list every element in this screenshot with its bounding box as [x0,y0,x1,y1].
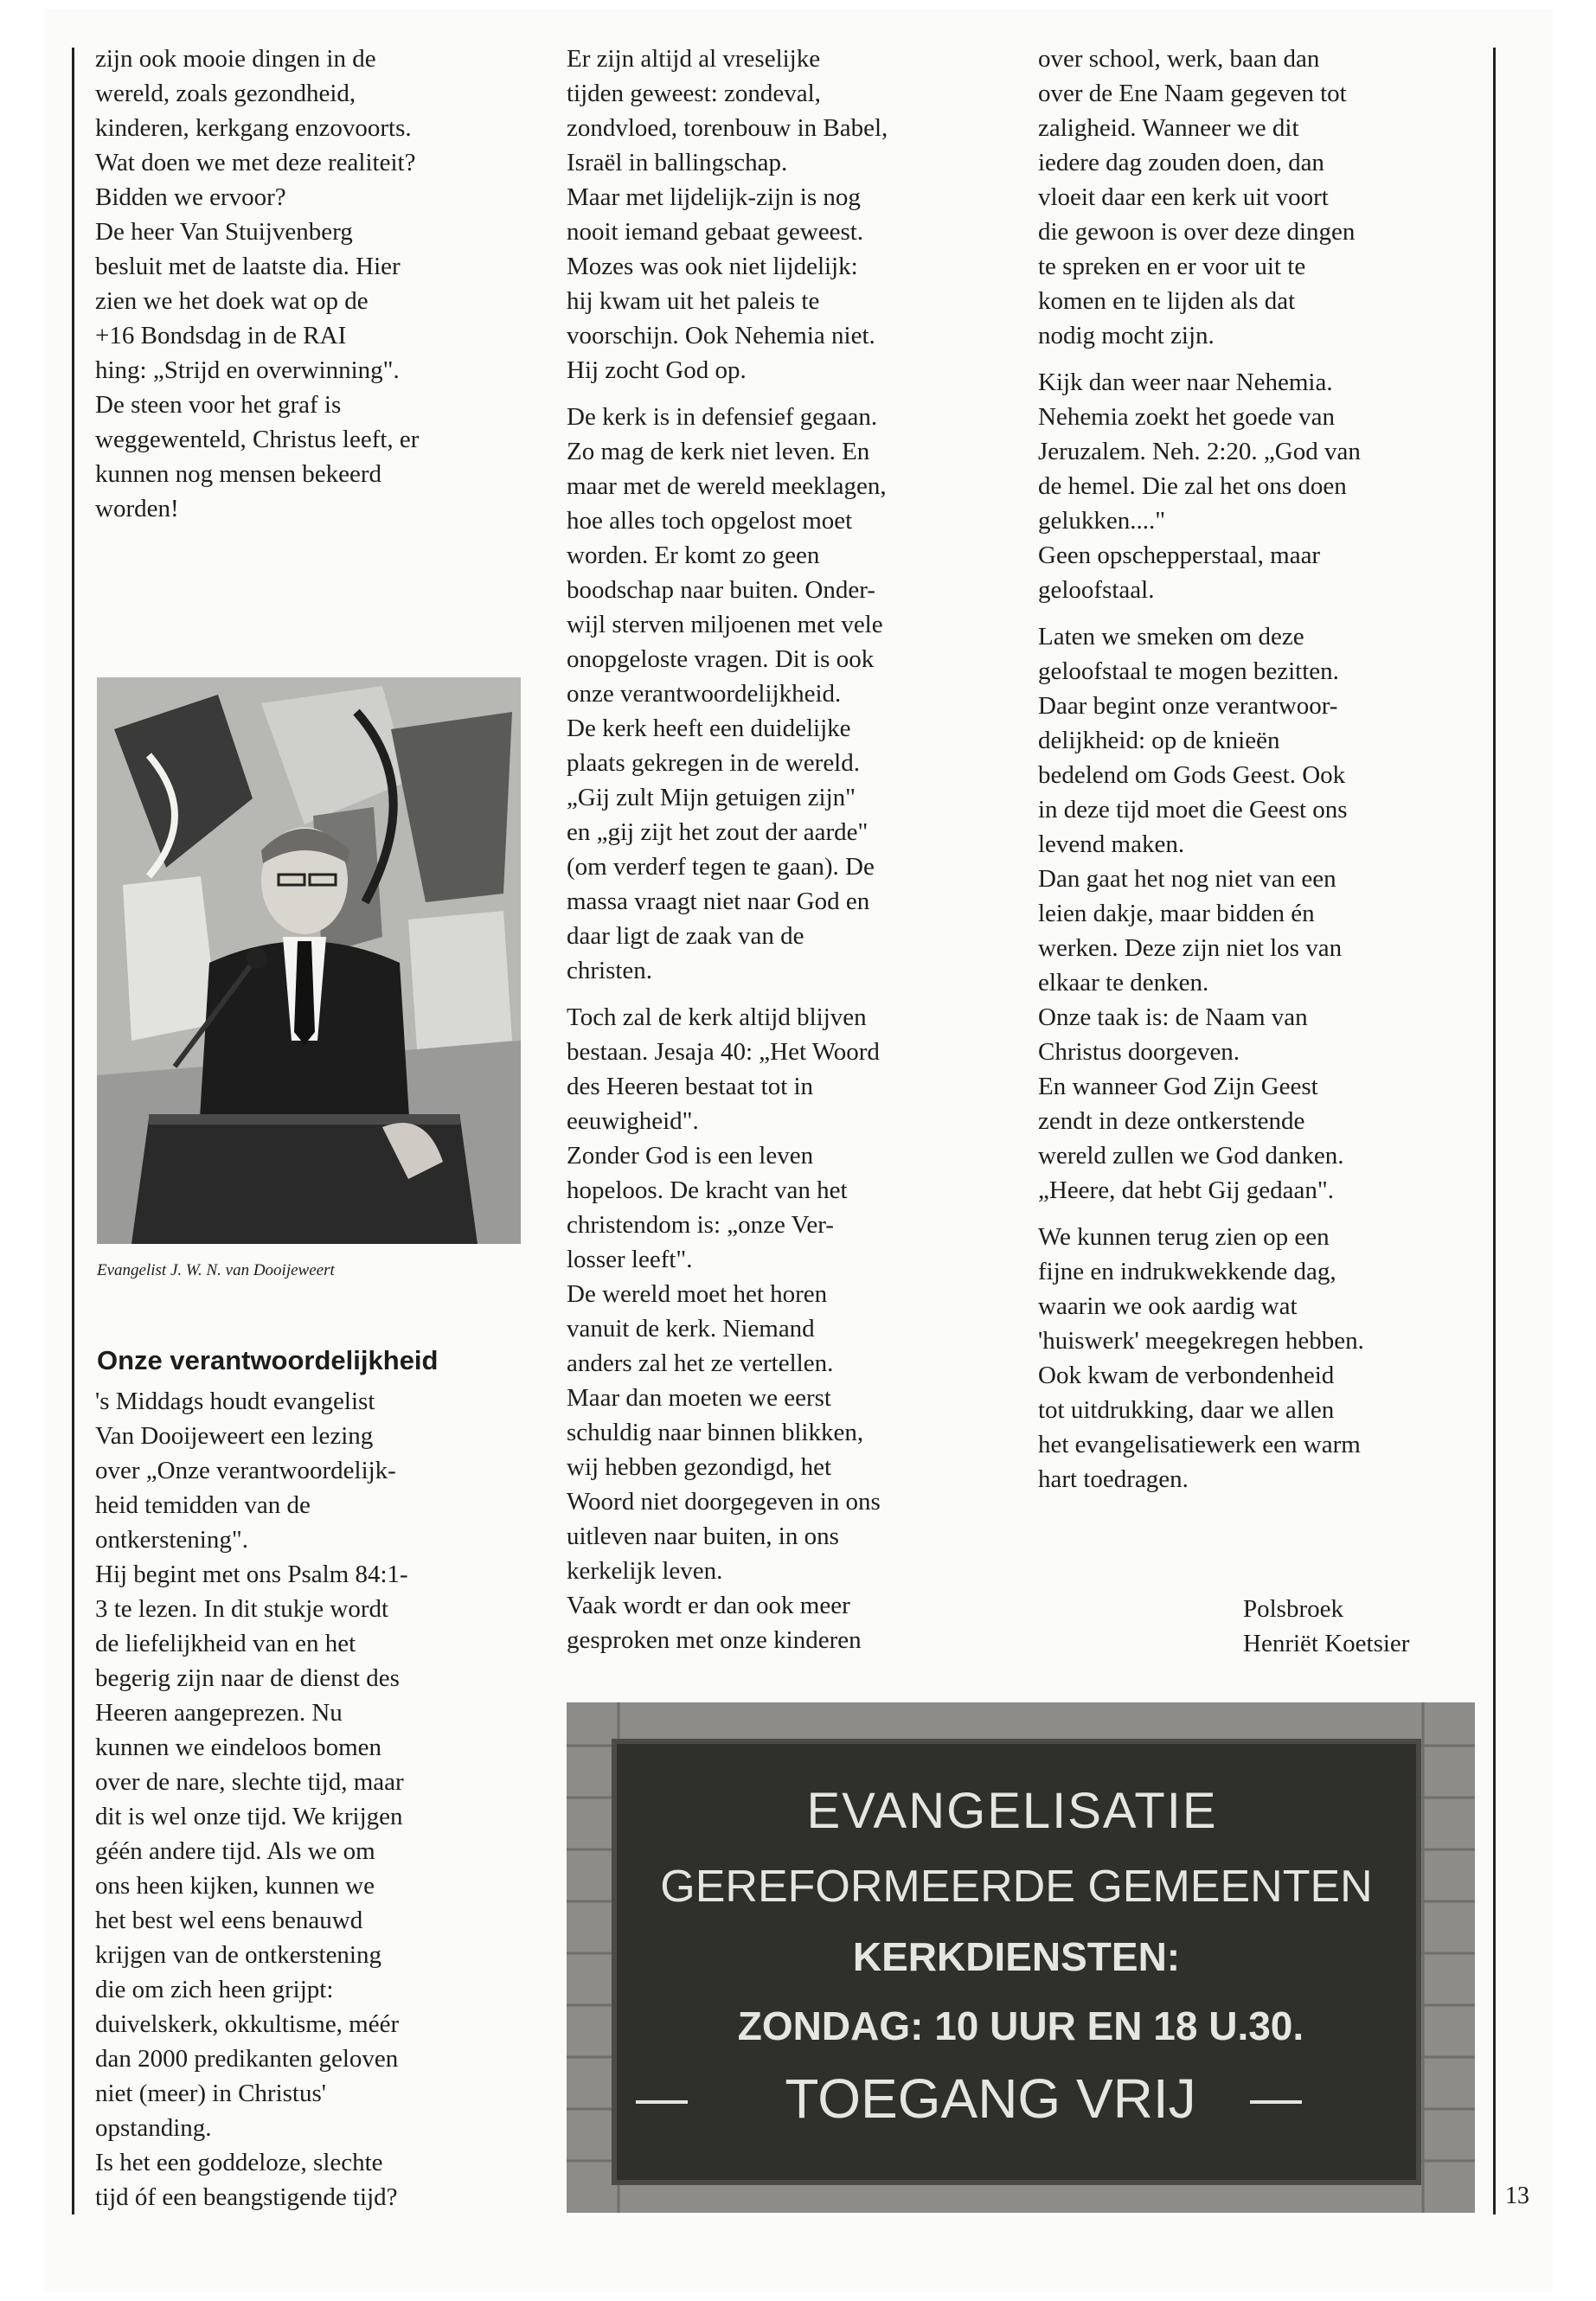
text-line: schuldig naar binnen blikken, [567,1419,864,1446]
text-line: geloofstaal. [1038,576,1155,604]
text-line: Zo mag de kerk niet leven. En [567,438,870,465]
text-line: zondvloed, torenbouw in Babel, [567,114,888,142]
text-line: wijl sterven miljoenen met vele [567,611,883,638]
paragraph [95,42,519,526]
text-line: de hemel. Die zal het ons doen [1038,472,1347,500]
text-line: uitleven naar buiten, in ons [567,1522,839,1550]
text-line: 3 te lezen. In dit stukje wordt [95,1595,389,1623]
text-line: over school, werk, baan dan [1038,45,1320,73]
text-line: dan 2000 predikanten geloven [95,2045,399,2073]
text-line: geloofstaal te mogen bezitten. [1038,657,1339,685]
text-line: hart toedragen. [1038,1465,1189,1493]
text-line: tijd óf een beangstigende tijd? [95,2183,398,2211]
text-line: hoe alles toch opgelost moet [567,507,853,535]
text-line: onopgeloste vragen. Dit is ook [567,645,875,673]
text-line: Hij begint met ons Psalm 84:1- [95,1561,408,1588]
sign-line-4: ZONDAG: 10 UUR EN 18 U.30. [737,2003,1304,2048]
text-line: Woord niet doorgegeven in ons [567,1488,881,1516]
page-number: 13 [1505,2182,1529,2209]
text-line: Kijk dan weer naar Nehemia. [1038,369,1333,396]
text-line: iedere dag zouden doen, dan [1038,149,1324,176]
text-line: Is het een goddeloze, slechte [95,2149,383,2176]
photo-caption: Evangelist J. W. N. van Dooijeweert [97,1261,335,1279]
text-line: en „gij zijt het zout der aarde" [567,818,869,846]
text-line: hing: „Strijd en overwinning". [95,356,400,384]
text-line: hij kwam uit het paleis te [567,287,820,315]
text-line: Laten we smeken om deze [1038,623,1304,651]
text-line: 's Middags houdt evangelist [95,1388,375,1415]
text-line: De heer Van Stuijvenberg [95,218,353,246]
text-line: hopeloos. De kracht van het [567,1176,848,1204]
column-3 [1038,42,1488,1509]
text-line: levend maken. [1038,830,1185,858]
text-line: Ook kwam de verbondenheid [1038,1362,1335,1389]
text-line: over de Ene Naam gegeven tot [1038,80,1347,107]
text-line: Daar begint onze verantwoor- [1038,692,1338,720]
text-line: daar ligt de zaak van de [567,922,804,950]
text-line: gesproken met onze kinderen [567,1626,862,1654]
text-line: kunnen nog mensen bekeerd [95,460,381,488]
text-line: des Heeren bestaat tot in [567,1073,814,1100]
text-line: besluit met de laatste dia. Hier [95,253,401,280]
text-line: Maar dan moeten we eerst [567,1384,831,1412]
text-line: „Gij zult Mijn getuigen zijn" [567,784,856,811]
text-line: heid temidden van de [95,1491,311,1519]
text-line: voorschijn. Ook Nehemia niet. [567,322,875,349]
text-line: Vaak wordt er dan ook meer [567,1592,850,1619]
text-line: De wereld moet het horen [567,1280,828,1308]
text-line: Hij zocht God op. [567,356,747,384]
column-2 [567,42,999,1670]
paragraph [1038,42,1488,353]
text-line: worden! [95,495,179,522]
text-line: Heeren aangeprezen. Nu [95,1699,343,1727]
paragraph [95,1384,528,2214]
paragraph [1038,365,1488,607]
sign-line-2: GEREFORMEERDE GEMEENTEN [660,1862,1373,1912]
text-line: over „Onze verantwoordelijk- [95,1457,396,1484]
text-line: onze verantwoordelijkheid. [567,680,842,708]
text-line: losser leeft". [567,1246,693,1273]
sign-line-5: TOEGANG VRIJ [785,2067,1196,2130]
text-line: in deze tijd moet die Geest ons [1038,796,1348,824]
text-line: leien dakje, maar bidden én [1038,900,1315,927]
text-line: Christus doorgeven. [1038,1038,1240,1066]
text-line: eeuwigheid". [567,1107,699,1135]
paragraph [1038,1220,1488,1497]
text-line: niet (meer) in Christus' [95,2080,326,2107]
text-line: Onze taak is: de Naam van [1038,1003,1308,1031]
text-line: begerig zijn naar de dienst des [95,1664,400,1692]
text-line: krijgen van de ontkerstening [95,1941,381,1969]
paragraph [567,1000,999,1657]
text-line: fijne en indrukwekkende dag, [1038,1258,1336,1285]
text-line: komen en te lijden als dat [1038,287,1296,315]
text-line: Zonder God is een leven [567,1142,814,1170]
text-line: kinderen, kerkgang enzovoorts. [95,114,412,142]
text-line: christen. [567,957,653,984]
text-line: vanuit de kerk. Niemand [567,1315,815,1343]
text-line: wereld zullen we God danken. [1038,1142,1344,1170]
sign-line-3: KERKDIENSTEN: [852,1934,1181,1979]
text-line: De kerk is in defensief gegaan. [567,403,878,431]
text-line: dit is wel onze tijd. We krijgen [95,1803,403,1830]
text-line: delijkheid: op de knieën [1038,727,1280,754]
text-line: zijn ook mooie dingen in de [95,45,376,73]
text-line: die om zich heen grijpt: [95,1976,334,2003]
text-line: christendom is: „onze Ver- [567,1211,834,1239]
text-line: weggewenteld, Christus leeft, er [95,426,420,453]
sign-line-1: EVANGELISATIE [806,1783,1218,1839]
text-line: ons heen kijken, kunnen we [95,1872,375,1900]
text-line: Nehemia zoekt het goede van [1038,403,1336,431]
text-line: Toch zal de kerk altijd blijven [567,1003,867,1031]
text-line: Jeruzalem. Neh. 2:20. „God van [1038,438,1361,465]
text-line: Er zijn altijd al vreselijke [567,45,821,73]
text-line: werken. Deze zijn niet los van [1038,934,1343,962]
text-line: het best wel eens benauwd [95,1907,363,1934]
text-line: opstanding. [95,2114,212,2142]
text-line: tot uitdrukking, daar we allen [1038,1396,1335,1424]
evangelisation-sign-photo [567,1702,1475,2213]
text-line: De steen voor het graf is [95,391,342,419]
text-line: nooit iemand gebaat geweest. [567,218,864,246]
text-line: zendt in deze ontkerstende [1038,1107,1305,1135]
text-line: waarin we ook aardig wat [1038,1292,1298,1320]
signature-place: Polsbroek [1243,1595,1343,1623]
text-line: plaats gekregen in de wereld. [567,749,860,777]
text-line: vloeit daar een kerk uit voort [1038,183,1329,211]
paragraph [1038,619,1488,1208]
text-line: te spreken en er voor uit te [1038,253,1306,280]
signature-author: Henriët Koetsier [1243,1630,1410,1657]
text-line: Wat doen we met deze realiteit? [95,149,416,176]
text-line: bedelend om Gods Geest. Ook [1038,761,1346,789]
text-line: de liefelijkheid van en het [95,1630,356,1657]
text-line: massa vraagt niet naar God en [567,888,870,915]
column-1-top [95,42,519,538]
paragraph [567,400,999,988]
text-line: Geen opschepperstaal, maar [1038,542,1321,569]
text-line: wij hebben gezondigd, het [567,1453,832,1481]
text-line: anders zal het ze vertellen. [567,1349,834,1377]
text-line: Dan gaat het nog niet van een [1038,865,1336,893]
text-line: elkaar te denken. [1038,969,1209,997]
text-line: tijden geweest: zondeval, [567,80,821,107]
text-line: zaligheid. Wanneer we dit [1038,114,1299,142]
text-line: kunnen we eindeloos bomen [95,1734,382,1761]
text-line: wereld, zoals gezondheid, [95,80,356,107]
text-line: géén andere tijd. Als we om [95,1837,375,1865]
text-line: Bidden we ervoor? [95,183,286,211]
evangelist-photo-illustration [97,677,521,1244]
text-line: Mozes was ook niet lijdelijk: [567,253,858,280]
text-line: duivelskerk, okkultisme, méér [95,2010,400,2038]
author-signature [1243,1592,1409,1661]
evangelist-photo [97,677,521,1244]
text-line: Israël in ballingschap. [567,149,788,176]
text-line: Maar met lijdelijk-zijn is nog [567,183,861,211]
text-line: ontkerstening". [95,1526,248,1554]
text-line: „Heere, dat hebt Gij gedaan". [1038,1176,1334,1204]
left-column-rule [72,48,74,2214]
text-line: 'huiswerk' meegekregen hebben. [1038,1327,1364,1355]
text-line: Van Dooijeweert een lezing [95,1422,374,1450]
text-line: En wanneer God Zijn Geest [1038,1073,1318,1100]
column-1-bottom [95,1384,528,2227]
text-line: nodig mocht zijn. [1038,322,1215,349]
text-line: kerkelijk leven. [567,1557,723,1585]
text-line: gelukken...." [1038,507,1166,535]
text-line: over de nare, slechte tijd, maar [95,1768,404,1796]
text-line: bestaan. Jesaja 40: „Het Woord [567,1038,880,1066]
text-line: We kunnen terug zien op een [1038,1223,1330,1251]
text-line: worden. Er komt zo geen [567,542,820,569]
text-line: zien we het doek wat op de [95,287,369,315]
section-heading: Onze verantwoordelijkheid [97,1345,439,1375]
text-line: De kerk heeft een duidelijke [567,715,851,742]
sign-photo-illustration [567,1702,1475,2213]
text-line: het evangelisatiewerk een warm [1038,1431,1361,1458]
text-line: maar met de wereld meeklagen, [567,472,887,500]
text-line: die gewoon is over deze dingen [1038,218,1356,246]
right-column-rule [1493,48,1496,2214]
text-line: +16 Bondsdag in de RAI [95,322,347,349]
text-line: boodschap naar buiten. Onder- [567,576,875,604]
text-line: (om verderf tegen te gaan). De [567,853,875,881]
paragraph [567,42,999,388]
